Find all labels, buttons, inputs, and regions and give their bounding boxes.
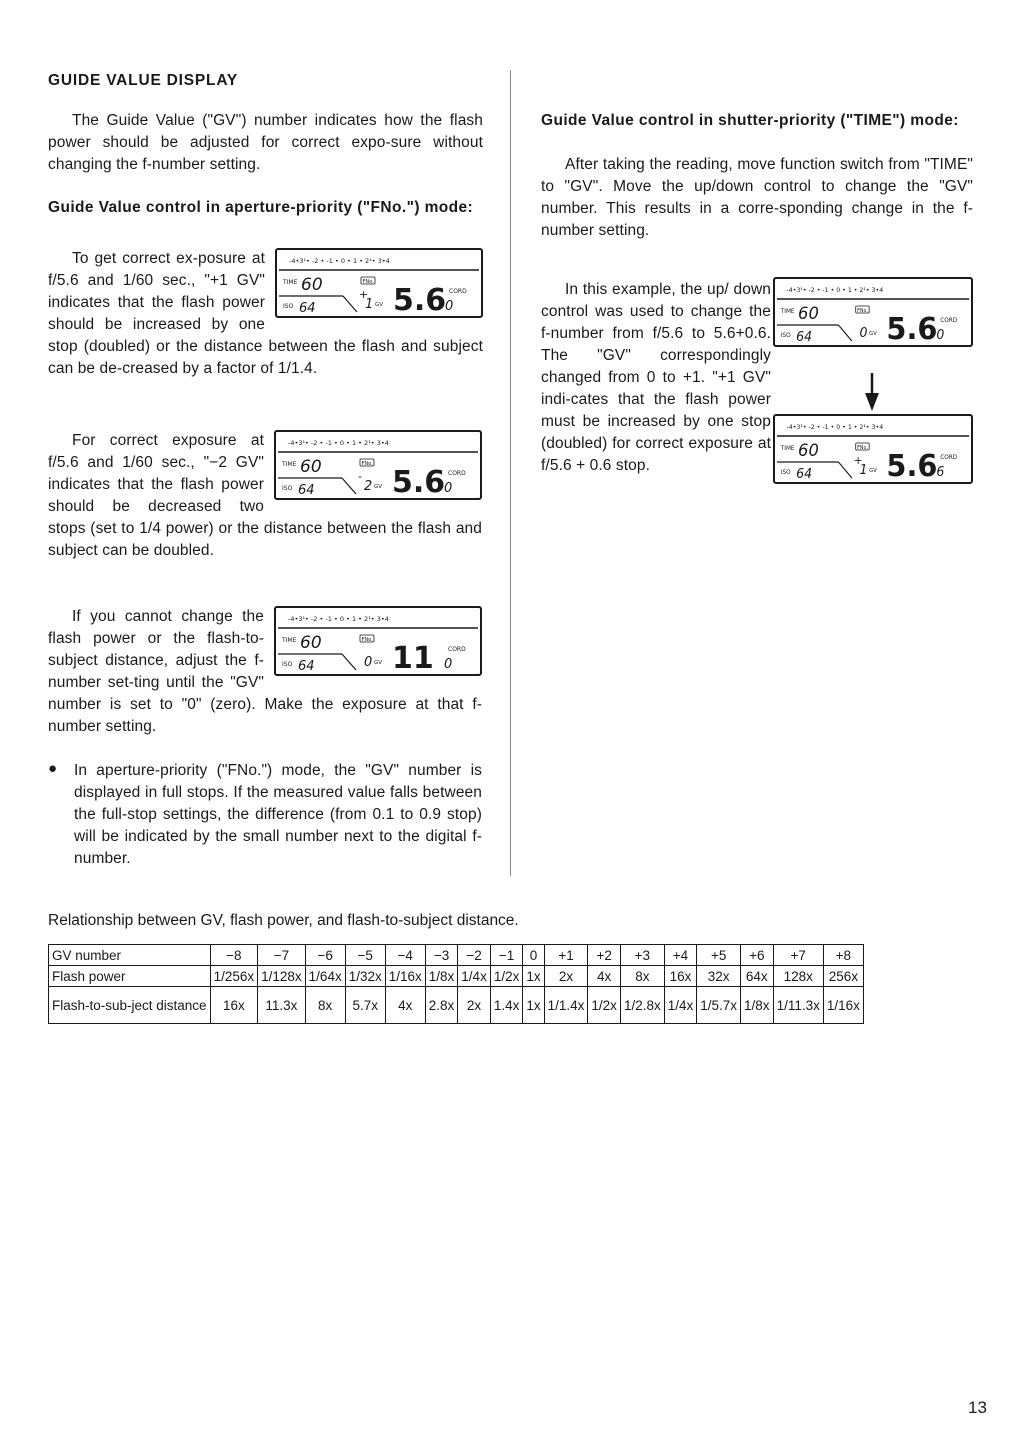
lcd-time-label: TIME xyxy=(282,461,297,468)
para2: For correct exposure at f/5.6 and 1/60 sec., "−2 GV" indicates that the flash power should be decreased two stops (set to 1/4 power) or the distance between the flash and subject can be doubled. xyxy=(48,432,482,559)
table-cell: −8 xyxy=(210,945,258,966)
table-cell: 1/8x xyxy=(741,987,774,1024)
gv-number-row xyxy=(49,945,864,966)
table-cell: 1x xyxy=(523,966,544,987)
table-cell: −6 xyxy=(305,945,345,966)
table-cell: 1.4x xyxy=(490,987,523,1024)
table-cell: +6 xyxy=(741,945,774,966)
para3: If you cannot change the flash power or the flash-to-subject distance, adjust the f-number set-ting until the "GV" number is set to "0" (zero). Make the exposure at that f-number setting. xyxy=(48,608,482,735)
table-cell: −3 xyxy=(425,945,458,966)
lcd-gv-value: 0 xyxy=(859,325,868,342)
lcd-fnumber-sub: 6 xyxy=(936,464,945,481)
table-cell: 1/2x xyxy=(490,966,523,987)
lcd-scale: -4•3¹• -2 • -1 • 0 • 1 • 2¹• 3•4 xyxy=(288,615,389,623)
table-cell: +2 xyxy=(588,945,621,966)
lcd-display-after xyxy=(773,414,973,484)
gv-relationship-table xyxy=(48,944,864,1024)
lcd-gv-label: GV xyxy=(374,660,383,666)
lcd-screen xyxy=(775,416,971,482)
lcd-fnumber: 11 xyxy=(392,641,434,674)
lcd-scale: -4•3¹• -2 • -1 • 0 • 1 • 2¹• 3•4 xyxy=(288,439,389,447)
table-cell: 1/32x xyxy=(345,966,385,987)
table-cell: +5 xyxy=(697,945,741,966)
lcd-fno-label: FNo. xyxy=(361,461,373,467)
table-cell: 1/5.7x xyxy=(697,987,741,1024)
lcd-iso-label: ISO xyxy=(780,332,791,340)
lcd-gv-label: GV xyxy=(375,302,384,308)
table-cell: 1/16x xyxy=(823,987,863,1024)
para1-block xyxy=(48,248,483,380)
table-caption: Relationship between GV, flash power, and flash-to-subject distance. xyxy=(48,912,519,929)
table-cell: 16x xyxy=(210,987,258,1024)
lcd-iso-value: 64 xyxy=(796,466,813,482)
row-label: GV number xyxy=(49,945,211,966)
para4: After taking the reading, move function switch from "TIME" to "GV". Move the up/down control to change the "GV" number. This results in a corre-sponding change in the f-number setting. xyxy=(541,156,973,239)
lcd-shutter: 60 xyxy=(300,633,322,653)
table-cell: −2 xyxy=(458,945,491,966)
lcd-time-label: TIME xyxy=(780,445,795,453)
table-cell: 32x xyxy=(697,966,741,987)
lcd-display-plus1 xyxy=(275,248,483,318)
lcd-iso-label: ISO xyxy=(283,303,294,310)
table-cell: +1 xyxy=(544,945,588,966)
table-cell: 1/11.3x xyxy=(773,987,823,1024)
table-cell: 8x xyxy=(305,987,345,1024)
section-title: GUIDE VALUE DISPLAY xyxy=(48,72,239,89)
lcd-fno-label: FNo. xyxy=(857,444,868,452)
lcd-scale: -4•3¹• -2 • -1 • 0 • 1 • 2¹• 3•4 xyxy=(786,422,884,432)
lcd-gv-sign: + xyxy=(359,288,369,301)
table-cell: 256x xyxy=(823,966,863,987)
table-cell: 16x xyxy=(664,966,697,987)
lcd-shutter: 60 xyxy=(301,275,323,295)
lcd-iso-label: ISO xyxy=(780,469,791,477)
table-cell: −4 xyxy=(385,945,425,966)
table-cell: 4x xyxy=(588,966,621,987)
row-label: Flash power xyxy=(49,966,211,987)
para2-block xyxy=(48,430,482,562)
bullet-text: In aperture-priority ("FNo.") mode, the "GV" number is displayed in full stops. If the measured value falls between the full-stop settings, the difference (from 0.1 to 0.9 stop) will be indicated by the small number next to the digital f-number. xyxy=(74,762,482,867)
lcd-iso-value: 64 xyxy=(298,483,315,498)
lcd-gv-label: GV xyxy=(869,330,877,338)
lcd-gv-sign: - xyxy=(358,470,362,483)
lcd-cord-label: CORD xyxy=(449,288,467,295)
lcd-scale: -4•3¹• -2 • -1 • 0 • 1 • 2¹• 3•4 xyxy=(786,285,884,295)
table-cell: +7 xyxy=(773,945,823,966)
table-cell: 2x xyxy=(458,987,491,1024)
lcd-gv-value: 2 xyxy=(364,479,373,494)
table-cell: −7 xyxy=(258,945,306,966)
table-cell: 1x xyxy=(523,987,544,1024)
lcd-fnumber-sub: 0 xyxy=(936,327,945,344)
lcd-display-minus2 xyxy=(274,430,482,500)
lcd-fnumber-sub: 0 xyxy=(444,657,453,672)
lcd-gv-value: 0 xyxy=(364,655,373,670)
table-cell: 5.7x xyxy=(345,987,385,1024)
table-cell: 64x xyxy=(741,966,774,987)
table-cell: 0 xyxy=(523,945,544,966)
lcd-fnumber-sub: 0 xyxy=(444,481,453,496)
shutter-heading: Guide Value control in shutter-priority ("TIME") mode: xyxy=(541,112,959,129)
lcd-shutter: 60 xyxy=(798,440,819,461)
bullet-block xyxy=(48,760,482,870)
para5: In this example, the up/ down control was used to change the f-number from f/5.6 to 5.6+0.6. The "GV" correspondingly changed from 0 to +1. "+1 GV" indi-cates that the flash power must be increased by one stop (doubled) for correct exposure at f/5.6 + 0.6 stop. xyxy=(541,281,771,474)
lcd-screen xyxy=(775,279,971,345)
lcd-fnumber: 5.6 xyxy=(392,465,446,498)
lcd-fnumber-sub: 0 xyxy=(445,299,454,314)
row-label: Flash-to-sub-ject distance xyxy=(49,987,211,1024)
intro-paragraph: The Guide Value ("GV") number indicates how the flash power should be adjusted for correct expo-sure without changing the f-number setting. xyxy=(48,112,483,173)
lcd-screen xyxy=(277,250,481,316)
aperture-heading: Guide Value control in aperture-priority ("FNo.") mode: xyxy=(48,199,474,216)
para1: To get correct ex-posure at f/5.6 and 1/60 sec., "+1 GV" indicates that the flash power should be increased by one stop (doubled) or the distance between the flash and subject can be de-creased by a factor of 1/1.4. xyxy=(48,250,483,377)
lcd-shutter: 60 xyxy=(300,457,322,477)
table-cell: +3 xyxy=(620,945,664,966)
lcd-fnumber: 5.6 xyxy=(393,283,447,316)
lcd-display-zero xyxy=(274,606,482,676)
para3-block xyxy=(48,606,482,738)
table-cell: 8x xyxy=(620,966,664,987)
table-cell: 1/2x xyxy=(588,987,621,1024)
lcd-fnumber: 5.6 xyxy=(886,448,938,482)
lcd-gv-label: GV xyxy=(374,484,383,490)
table-cell: 1/1.4x xyxy=(544,987,588,1024)
bullet-icon: ● xyxy=(48,760,58,777)
para5-block xyxy=(541,279,771,477)
table-cell: 2x xyxy=(544,966,588,987)
table-cell: +8 xyxy=(823,945,863,966)
lcd-time-label: TIME xyxy=(780,308,795,316)
lcd-fno-label: FNo. xyxy=(361,637,373,643)
lcd-gv-sign: + xyxy=(853,453,863,468)
lcd-cord-label: CORD xyxy=(448,646,466,653)
table-cell: 128x xyxy=(773,966,823,987)
distance-row xyxy=(49,987,864,1024)
lcd-screen xyxy=(276,608,480,674)
lcd-iso-label: ISO xyxy=(282,661,293,668)
lcd-display-before xyxy=(773,277,973,347)
flash-power-row xyxy=(49,966,864,987)
lcd-iso-value: 64 xyxy=(299,301,316,316)
table-cell: 1/4x xyxy=(458,966,491,987)
lcd-shutter: 60 xyxy=(798,303,819,324)
lcd-screen xyxy=(276,432,480,498)
lcd-time-label: TIME xyxy=(283,279,298,286)
lcd-iso-label: ISO xyxy=(282,485,293,492)
table-cell: −5 xyxy=(345,945,385,966)
table-cell: 1/2.8x xyxy=(620,987,664,1024)
table-cell: +4 xyxy=(664,945,697,966)
lcd-fnumber: 5.6 xyxy=(886,311,938,345)
lcd-iso-value: 64 xyxy=(298,659,315,674)
lcd-cord-label: CORD xyxy=(940,317,958,325)
lcd-gv-value: 1 xyxy=(859,462,868,479)
lcd-gv-label: GV xyxy=(869,467,877,475)
table-cell: 2.8x xyxy=(425,987,458,1024)
page-number: 13 xyxy=(968,1398,987,1417)
table-cell: 1/16x xyxy=(385,966,425,987)
table-cell: 11.3x xyxy=(258,987,306,1024)
lcd-iso-value: 64 xyxy=(796,329,813,345)
lcd-fno-label: FNo. xyxy=(857,307,868,315)
down-arrow-icon xyxy=(862,373,882,411)
lcd-cord-label: CORD xyxy=(448,470,466,477)
lcd-fno-label: FNo. xyxy=(362,279,374,285)
table-cell: 1/128x xyxy=(258,966,306,987)
table-cell: 1/4x xyxy=(664,987,697,1024)
lcd-cord-label: CORD xyxy=(940,454,958,462)
lcd-scale: -4•3¹• -2 • -1 • 0 • 1 • 2¹• 3•4 xyxy=(289,257,390,265)
table-cell: 1/8x xyxy=(425,966,458,987)
column-divider xyxy=(510,70,511,876)
table-cell: 1/256x xyxy=(210,966,258,987)
table-cell: 4x xyxy=(385,987,425,1024)
table-cell: 1/64x xyxy=(305,966,345,987)
lcd-gv-value: 1 xyxy=(365,297,374,312)
lcd-time-label: TIME xyxy=(282,637,297,644)
table-cell: −1 xyxy=(490,945,523,966)
